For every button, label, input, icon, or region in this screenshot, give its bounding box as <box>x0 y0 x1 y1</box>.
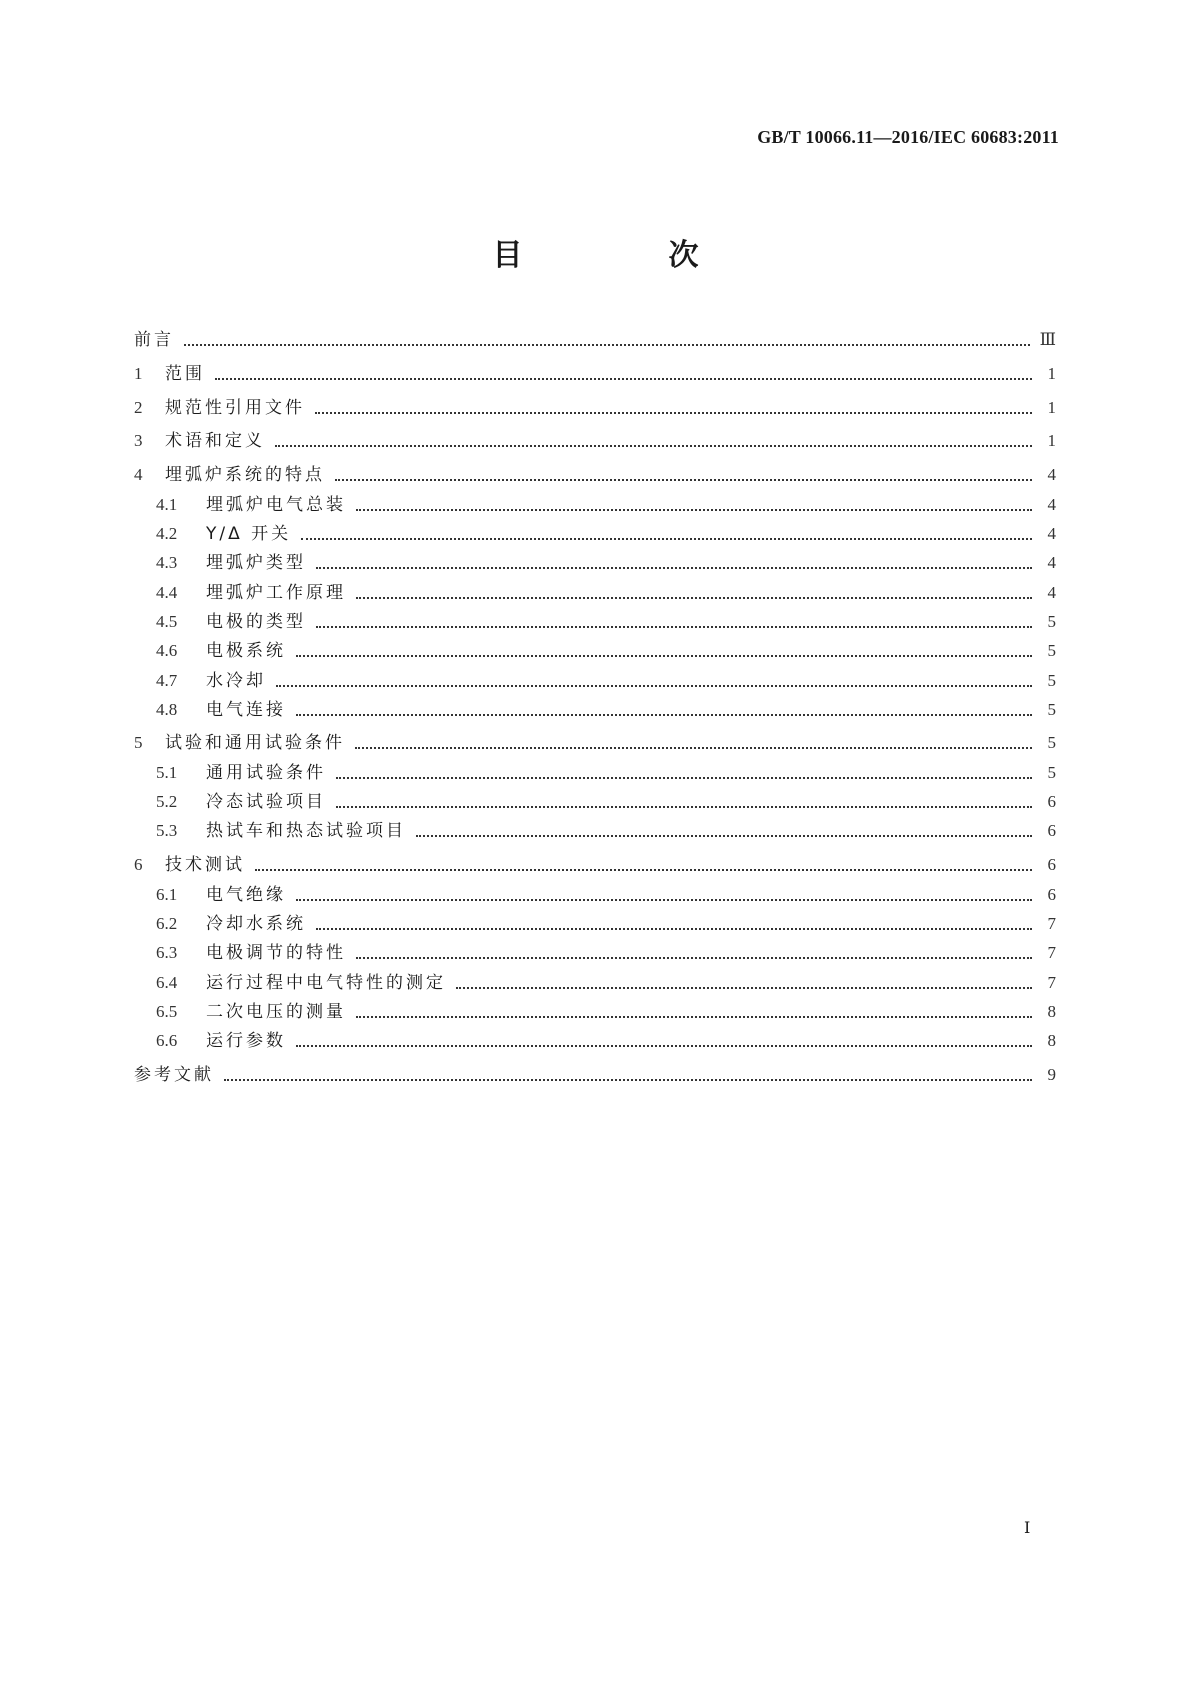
toc-entry-page: 5 <box>1047 700 1056 719</box>
toc-entry-number: 4.5 <box>156 612 178 631</box>
toc-entry-number: 5.1 <box>156 763 178 782</box>
toc-entry[interactable] <box>134 610 1056 634</box>
toc-entry-label: 术语和定义 <box>165 431 265 451</box>
dot-leader <box>355 731 1032 755</box>
dot-leader <box>276 669 1032 693</box>
toc-entry-label: 埋弧炉类型 <box>206 553 306 573</box>
toc-entry-page: 6 <box>1047 792 1056 811</box>
toc-entry-label: 参考文献 <box>134 1065 214 1085</box>
dot-leader <box>356 493 1032 517</box>
toc-entry-label: 运行过程中电气特性的测定 <box>206 973 446 993</box>
toc-entry-number: 4.2 <box>156 524 178 543</box>
toc-entry-number: 4.4 <box>156 583 178 602</box>
toc-entry[interactable] <box>134 971 1056 995</box>
toc-entry-page: 4 <box>1047 553 1056 572</box>
toc-entry-label: 二次电压的测量 <box>206 1002 346 1022</box>
toc-entry-page: Ⅲ <box>1039 330 1056 349</box>
dot-leader <box>296 698 1032 722</box>
toc-entry-page: 5 <box>1047 641 1056 660</box>
toc-entry-number: 5.3 <box>156 821 178 840</box>
dot-leader <box>356 581 1032 605</box>
toc-entry-label: 冷却水系统 <box>206 914 306 934</box>
dot-leader <box>224 1063 1032 1087</box>
dot-leader <box>456 971 1032 995</box>
toc-entry[interactable] <box>134 362 1056 386</box>
standard-code-header: GB/T 10066.11—2016/IEC 60683:2011 <box>757 127 1059 147</box>
toc-entry-page: 8 <box>1047 1002 1056 1021</box>
toc-entry-page: 6 <box>1047 885 1056 904</box>
page-number: Ⅰ <box>1024 1520 1031 1537</box>
toc-entry-number: 6.2 <box>156 914 178 933</box>
toc-entry-page: 1 <box>1047 431 1056 450</box>
toc-entry-label: 技术测试 <box>165 855 245 875</box>
toc-entry-page: 7 <box>1047 914 1056 933</box>
toc-entry-page: 5 <box>1047 671 1056 690</box>
toc-entry-page: 6 <box>1047 855 1056 874</box>
dot-leader <box>416 819 1032 843</box>
toc-entry-page: 1 <box>1047 398 1056 417</box>
dot-leader <box>316 610 1032 634</box>
toc-entry-number: 4.7 <box>156 671 178 690</box>
toc-entry-number: 6.3 <box>156 943 178 962</box>
toc-entry-label: 冷态试验项目 <box>206 792 326 812</box>
dot-leader <box>356 1000 1032 1024</box>
toc-entry-label: 范围 <box>165 364 205 384</box>
toc-entry-page: 4 <box>1047 524 1056 543</box>
toc-entry-label: 埋弧炉工作原理 <box>206 583 346 603</box>
toc-entry[interactable] <box>134 761 1056 785</box>
toc-entry-page: 4 <box>1047 495 1056 514</box>
toc-entry[interactable] <box>134 639 1056 663</box>
toc-entry-label: 通用试验条件 <box>206 763 326 783</box>
toc-entry[interactable] <box>134 731 1056 755</box>
dot-leader <box>215 362 1032 386</box>
toc-entry-page: 7 <box>1047 973 1056 992</box>
dot-leader <box>255 853 1032 877</box>
toc-entry-label: 电气连接 <box>206 700 286 720</box>
toc-entry-label: 运行参数 <box>206 1031 286 1051</box>
toc-entry-number: 6.6 <box>156 1031 178 1050</box>
dot-leader <box>275 429 1032 453</box>
toc-entry-number: 6 <box>134 855 143 874</box>
toc-entry-number: 4.6 <box>156 641 178 660</box>
toc-entry-label: 埋弧炉系统的特点 <box>165 465 325 485</box>
toc-entry-label: 规范性引用文件 <box>165 398 305 418</box>
toc-entry[interactable] <box>134 328 1056 352</box>
toc-entry[interactable] <box>134 1029 1056 1053</box>
toc-entry-page: 5 <box>1047 733 1056 752</box>
dot-leader <box>316 551 1032 575</box>
toc-entry-label: 热试车和热态试验项目 <box>206 821 406 841</box>
toc-entry-number: 1 <box>134 364 143 383</box>
dot-leader <box>335 463 1032 487</box>
dot-leader <box>184 328 1030 352</box>
toc-entry-number: 6.1 <box>156 885 178 904</box>
toc-entry[interactable] <box>134 912 1056 936</box>
page-title: 目 次 <box>492 238 757 273</box>
dot-leader <box>296 1029 1032 1053</box>
toc-entry-number: 4.3 <box>156 553 178 572</box>
toc-entry-label: 电气绝缘 <box>206 885 286 905</box>
dot-leader <box>316 912 1032 936</box>
toc-entry-label: 电极调节的特性 <box>206 943 346 963</box>
toc-entry-page: 7 <box>1047 943 1056 962</box>
toc-entry-number: 6.5 <box>156 1002 178 1021</box>
toc-entry-page: 9 <box>1047 1065 1056 1084</box>
toc-entry[interactable] <box>134 551 1056 575</box>
toc-entry-number: 4.1 <box>156 495 178 514</box>
toc-entry-label: 前言 <box>134 330 174 350</box>
toc-entry[interactable] <box>134 396 1056 420</box>
toc-entry-page: 4 <box>1047 583 1056 602</box>
toc-entry[interactable] <box>134 883 1056 907</box>
toc-entry[interactable] <box>134 790 1056 814</box>
toc-entry-page: 6 <box>1047 821 1056 840</box>
toc-entry[interactable] <box>134 698 1056 722</box>
toc-entry[interactable] <box>134 1063 1056 1087</box>
dot-leader <box>301 522 1032 546</box>
toc-entry[interactable] <box>134 429 1056 453</box>
toc-entry-number: 5.2 <box>156 792 178 811</box>
toc-entry-page: 1 <box>1047 364 1056 383</box>
dot-leader <box>336 761 1032 785</box>
toc-entry[interactable] <box>134 819 1056 843</box>
toc-entry-label: 试验和通用试验条件 <box>165 733 345 753</box>
dot-leader <box>315 396 1032 420</box>
toc-entry[interactable] <box>134 853 1056 877</box>
toc-entry-number: 3 <box>134 431 143 450</box>
toc-entry-page: 4 <box>1047 465 1056 484</box>
dot-leader <box>356 941 1032 965</box>
toc-entry-label: Y/Δ 开关 <box>206 524 292 544</box>
toc-entry[interactable] <box>134 581 1056 605</box>
dot-leader <box>296 883 1032 907</box>
toc-entry-number: 2 <box>134 398 143 417</box>
dot-leader <box>296 639 1032 663</box>
toc-entry[interactable] <box>134 463 1056 487</box>
toc-entry[interactable] <box>134 522 1056 546</box>
toc-entry-label: 水冷却 <box>206 671 266 691</box>
toc-entry-label: 电极的类型 <box>206 612 306 632</box>
toc-entry[interactable] <box>134 669 1056 693</box>
toc-entry-number: 4.8 <box>156 700 178 719</box>
toc-entry-number: 4 <box>134 465 143 484</box>
toc-entry[interactable] <box>134 1000 1056 1024</box>
dot-leader <box>336 790 1032 814</box>
toc-entry-page: 5 <box>1047 612 1056 631</box>
toc-entry-label: 电极系统 <box>206 641 286 661</box>
toc-entry-page: 8 <box>1047 1031 1056 1050</box>
toc-entry-label: 埋弧炉电气总装 <box>206 495 346 515</box>
toc-entry-number: 6.4 <box>156 973 178 992</box>
toc-entry-number: 5 <box>134 733 143 752</box>
toc-entry-page: 5 <box>1047 763 1056 782</box>
toc-entry[interactable] <box>134 941 1056 965</box>
toc-entry[interactable] <box>134 493 1056 517</box>
